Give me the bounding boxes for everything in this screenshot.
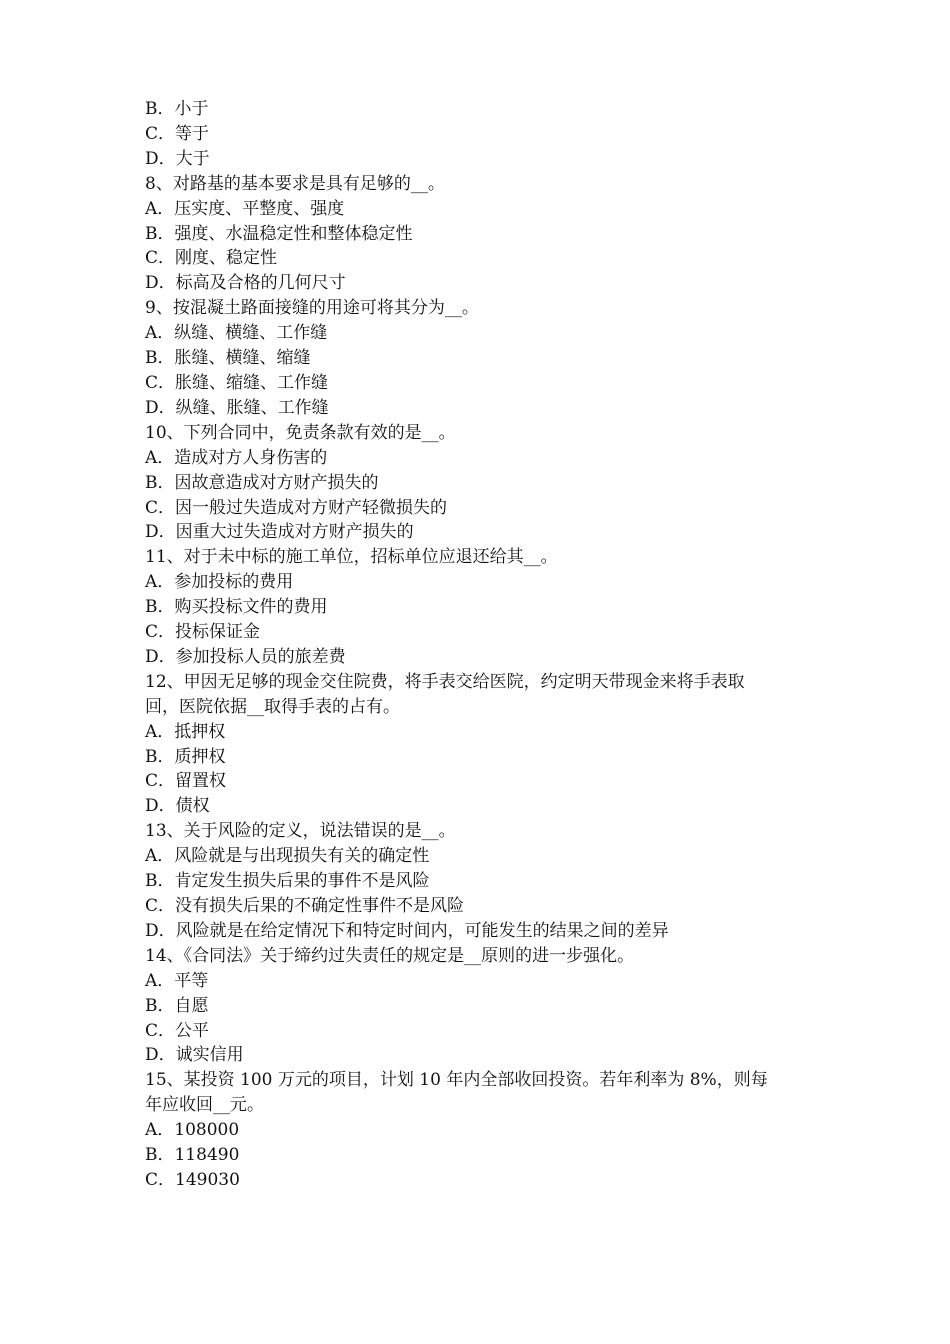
option-b-q11: B．购买投标文件的费用 xyxy=(145,597,328,618)
question-11: 11、对于未中标的施工单位，招标单位应退还给其__。 xyxy=(145,547,558,568)
option-c-q13: C．没有损失后果的不确定性事件不是风险 xyxy=(145,896,465,916)
option-c-q8: C．刚度、稳定性 xyxy=(145,248,278,269)
option-b-q15: B．118490 xyxy=(145,1145,240,1166)
option-c-q9: C．胀缝、缩缝、工作缝 xyxy=(145,372,329,393)
option-b-q7: B．小于 xyxy=(145,99,209,119)
option-c-q10: C．因一般过失造成对方财产轻微损失的 xyxy=(145,497,448,518)
question-15-line-2: 年应收回__元。 xyxy=(145,1095,264,1116)
option-c-q15: C．149030 xyxy=(145,1169,240,1190)
option-c-q14: C．公平 xyxy=(145,1020,210,1041)
option-d-q9: D．纵缝、胀缝、工作缝 xyxy=(145,397,329,418)
option-c-q7: C．等于 xyxy=(145,123,210,144)
question-12-line-2: 回，医院依据__取得手表的占有。 xyxy=(145,696,400,717)
question-14: 14、《合同法》关于缔约过失责任的规定是__原则的进一步强化。 xyxy=(145,945,635,966)
document-page xyxy=(145,97,815,1193)
question-9: 9、按混凝土路面接缝的用途可将其分为__。 xyxy=(145,298,479,319)
question-12-line-1: 12、甲因无足够的现金交住院费，将手表交给医院，约定明天带现金来将手表取 xyxy=(145,671,745,692)
option-d-q8: D．标高及合格的几何尺寸 xyxy=(145,273,346,294)
option-a-q11: A．参加投标的费用 xyxy=(145,572,294,593)
option-a-q15: A．108000 xyxy=(145,1120,240,1141)
option-d-q12: D．债权 xyxy=(145,796,210,817)
option-b-q10: B．因故意造成对方财产损失的 xyxy=(145,472,379,493)
option-a-q8: A．压实度、平整度、强度 xyxy=(145,198,345,219)
question-15-line-1: 15、某投资 100 万元的项目，计划 10 年内全部收回投资。若年利率为 8%，则每 xyxy=(145,1070,768,1091)
option-a-q13: A．风险就是与出现损失有关的确定性 xyxy=(145,846,430,867)
question-10: 10、下列合同中，免责条款有效的是__。 xyxy=(145,422,456,443)
option-c-q11: C．投标保证金 xyxy=(145,622,261,643)
option-b-q8: B．强度、水温稳定性和整体稳定性 xyxy=(145,223,413,244)
option-c-q12: C．留置权 xyxy=(145,771,227,792)
option-a-q12: A．抵押权 xyxy=(145,721,226,742)
option-a-q14: A．平等 xyxy=(145,970,209,991)
question-13: 13、关于风险的定义，说法错误的是__。 xyxy=(145,821,456,842)
option-d-q11: D．参加投标人员的旅差费 xyxy=(145,646,346,667)
option-d-q10: D．因重大过失造成对方财产损失的 xyxy=(145,522,414,543)
option-b-q12: B．质押权 xyxy=(145,746,226,767)
option-d-q7: D．大于 xyxy=(145,148,210,169)
option-b-q14: B．自愿 xyxy=(145,995,209,1016)
question-8: 8、对路基的基本要求是具有足够的__。 xyxy=(145,173,445,194)
option-b-q9: B．胀缝、横缝、缩缝 xyxy=(145,348,311,369)
option-b-q13: B．肯定发生损失后果的事件不是风险 xyxy=(145,871,430,892)
option-a-q10: A．造成对方人身伤害的 xyxy=(145,447,328,468)
option-d-q13: D．风险就是在给定情况下和特定时间内，可能发生的结果之间的差异 xyxy=(145,920,669,941)
option-d-q14: D．诚实信用 xyxy=(145,1045,244,1066)
option-a-q9: A．纵缝、横缝、工作缝 xyxy=(145,323,328,344)
